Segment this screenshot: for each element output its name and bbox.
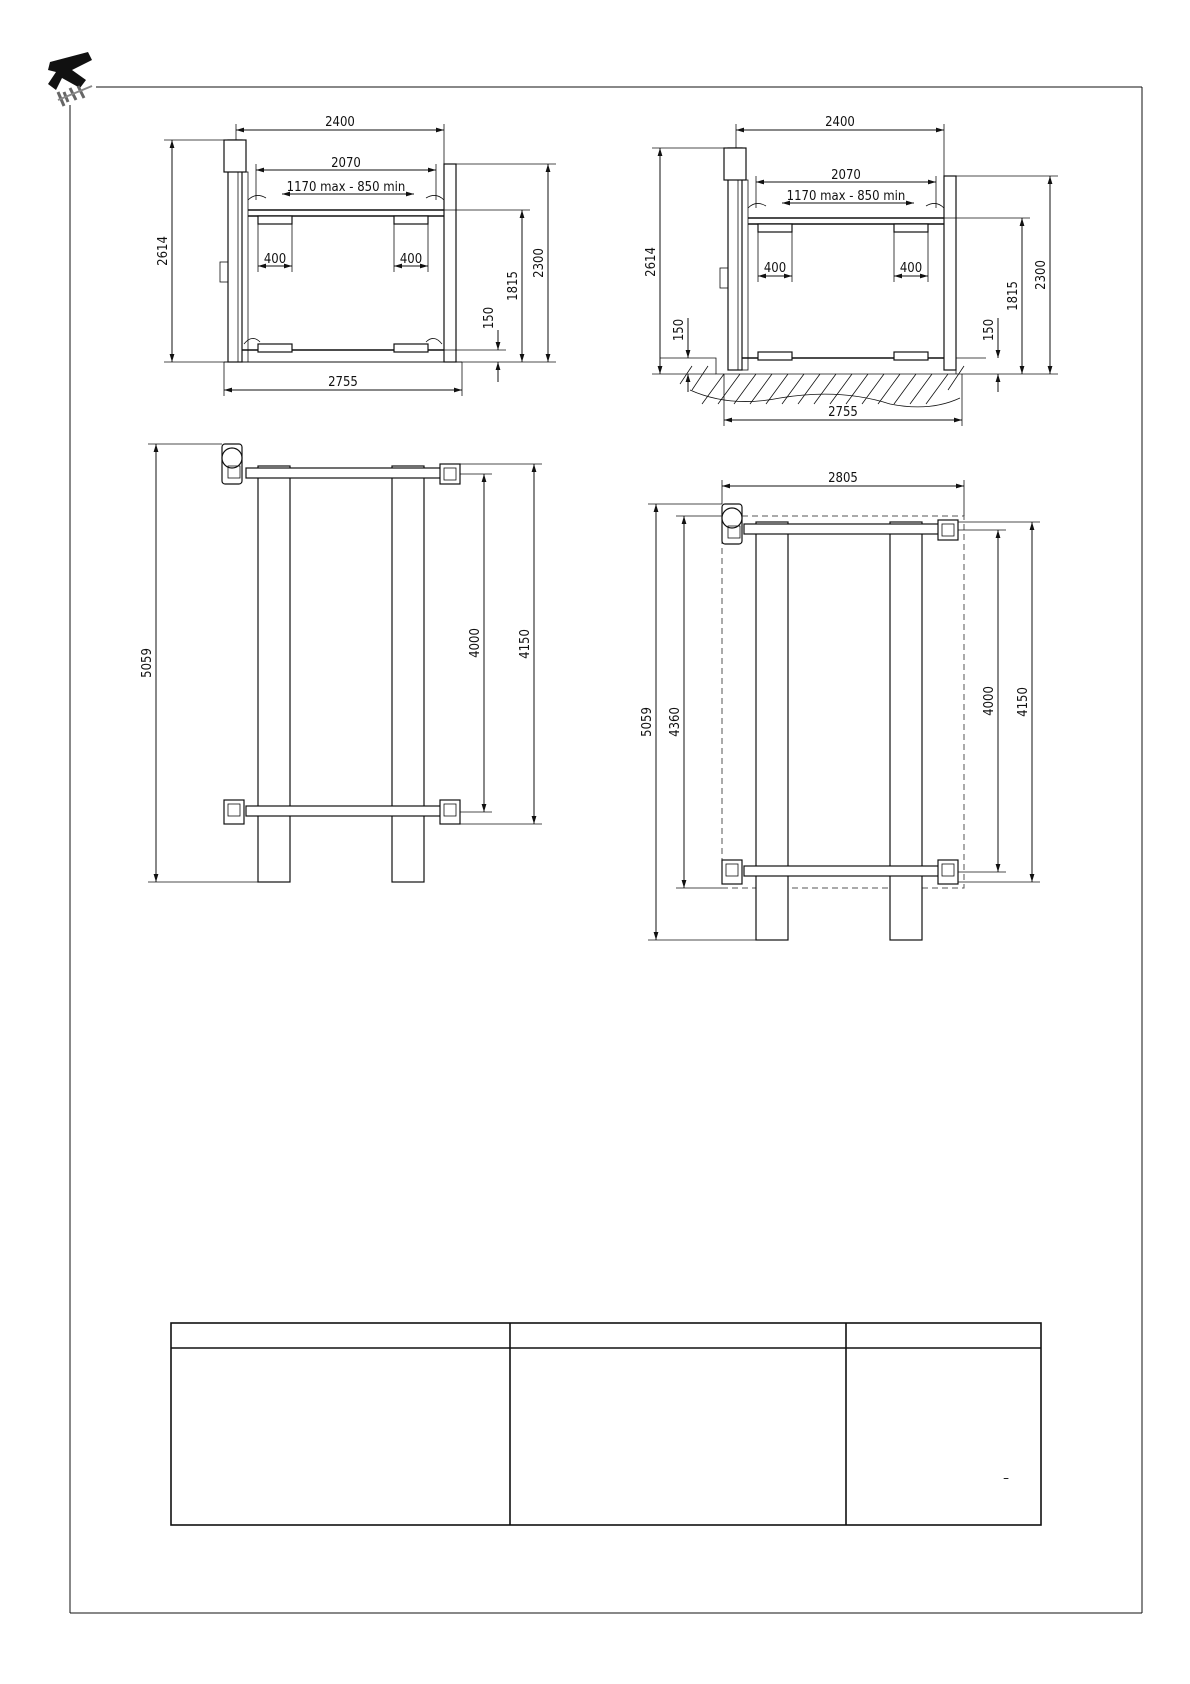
dim-pad-right: 400 [399, 252, 423, 267]
front-view-pit [644, 115, 1058, 426]
plan-view-surface [140, 444, 542, 882]
front-view-surface [156, 115, 556, 396]
dim-height-lift: 1815 [1006, 281, 1021, 311]
dim-base-width: 2755 [828, 405, 858, 420]
dim-width-total: 2805 [828, 471, 858, 486]
dim-pad-left: 400 [263, 252, 287, 267]
dim-inner-width: 2070 [331, 156, 361, 171]
dim-length-outer: 4150 [518, 629, 533, 659]
dim-overall-width: 2400 [325, 115, 355, 130]
dim-length-pit: 4360 [668, 707, 683, 737]
dim-base-width: 2755 [328, 375, 358, 390]
dim-length-outer: 4150 [1016, 687, 1031, 717]
column-tr [440, 464, 460, 484]
brand-logo [48, 52, 92, 106]
ground-hatch [680, 366, 964, 407]
dim-range: 1170 max - 850 min [286, 180, 406, 195]
column-bl [722, 860, 742, 884]
dim-overall-width: 2400 [825, 115, 855, 130]
dim-length-total: 5059 [140, 648, 155, 678]
dim-inner-width: 2070 [831, 168, 861, 183]
column-tl [222, 444, 242, 484]
dim-height-low: 150 [482, 306, 497, 330]
column-tl [722, 504, 742, 544]
dim-height-low-left: 150 [672, 318, 687, 342]
dim-height-lift: 1815 [506, 271, 521, 301]
dim-length-total: 5059 [640, 707, 655, 737]
title-block-note: – [1003, 1471, 1009, 1486]
title-block [171, 1323, 1041, 1525]
dim-pad-right: 400 [899, 261, 923, 276]
dim-height-total: 2614 [156, 236, 171, 266]
column-br [938, 860, 958, 884]
dim-height-col: 2300 [1034, 260, 1049, 290]
dim-length-inner: 4000 [982, 686, 997, 716]
plan-view-pit [640, 471, 1040, 940]
dim-height-col: 2300 [532, 248, 547, 278]
column-br [440, 800, 460, 824]
column-tr [938, 520, 958, 540]
dim-height-total: 2614 [644, 247, 659, 277]
dim-range: 1170 max - 850 min [786, 189, 906, 204]
column-bl [224, 800, 244, 824]
dim-height-low-right: 150 [982, 318, 997, 342]
dim-pad-left: 400 [763, 261, 787, 276]
dim-length-inner: 4000 [468, 628, 483, 658]
